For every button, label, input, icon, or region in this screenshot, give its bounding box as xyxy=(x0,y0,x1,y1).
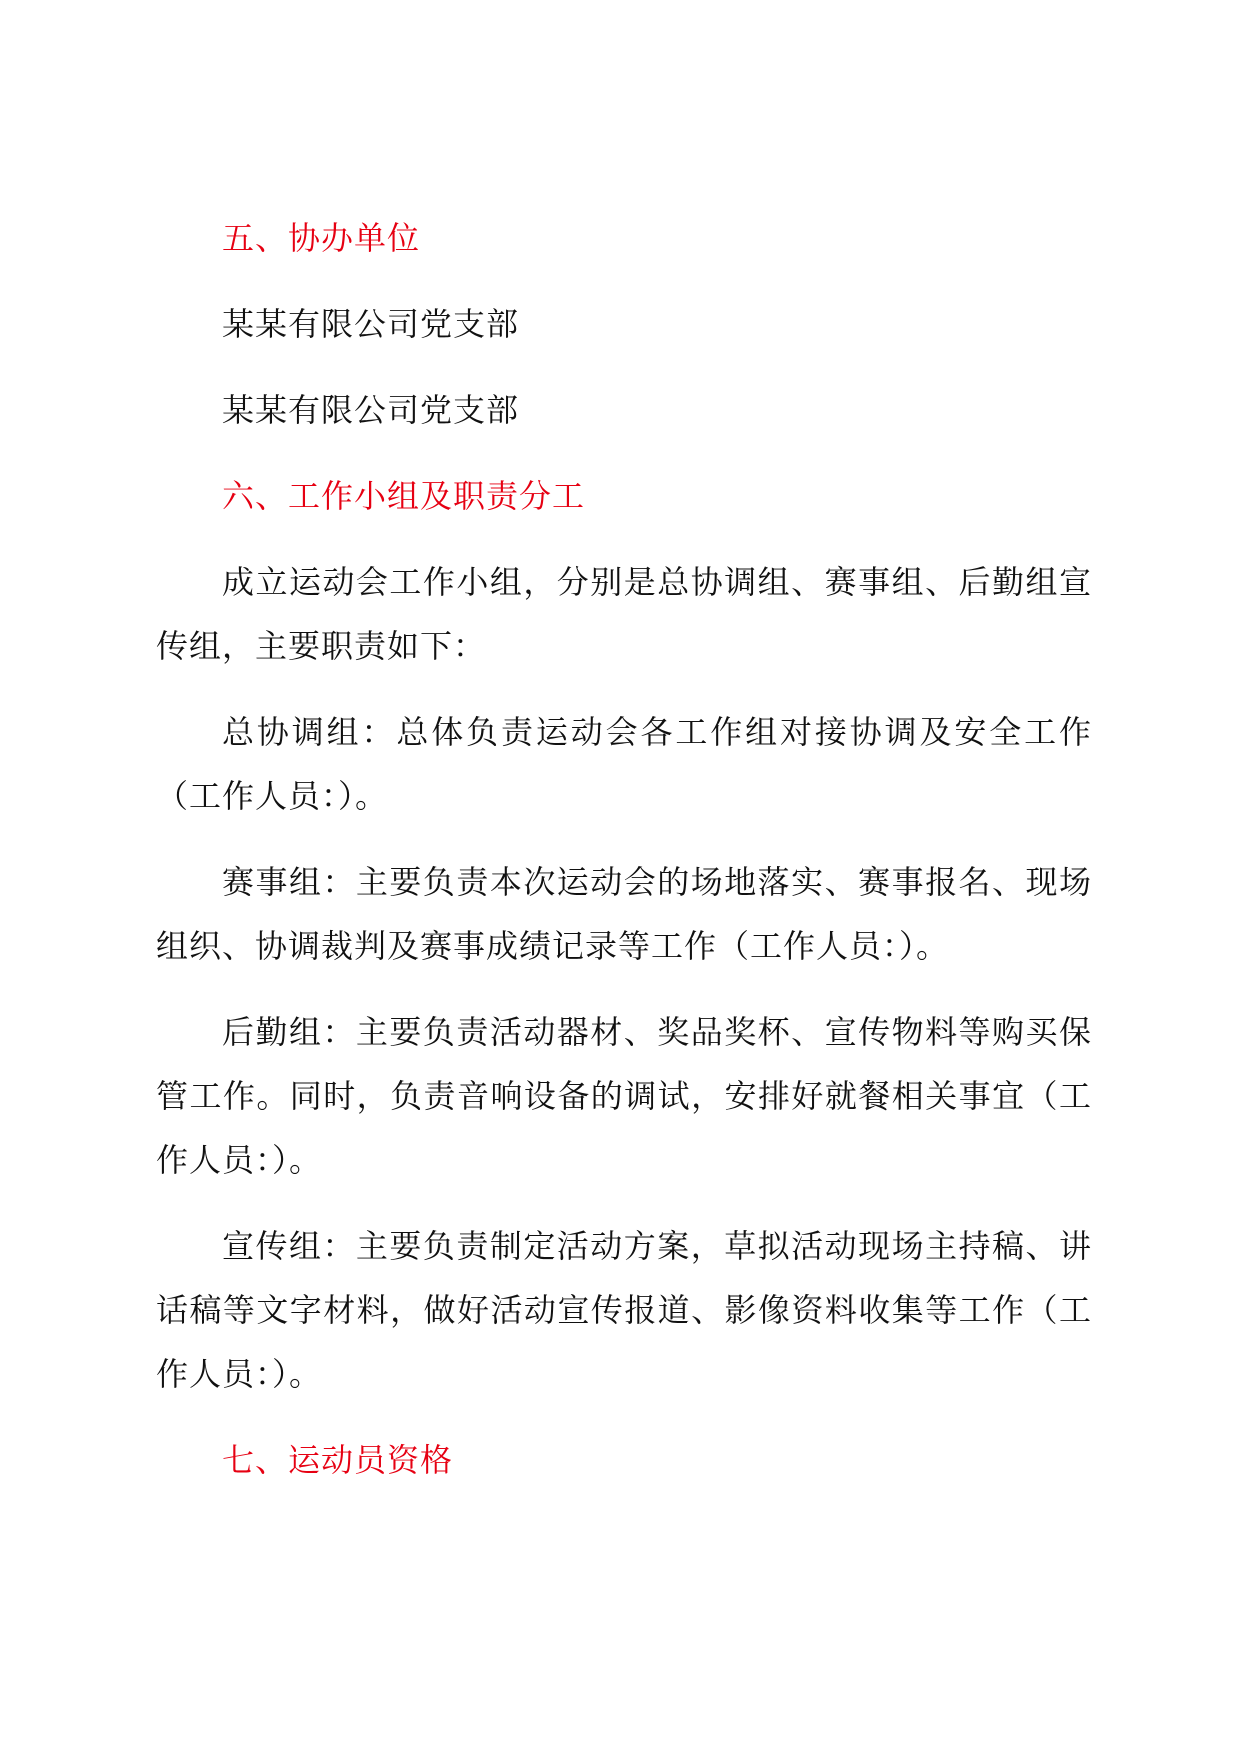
section-six-intro: 成立运动会工作小组，分别是总协调组、赛事组、后勤组宣传组，主要职责如下： xyxy=(156,563,1092,665)
group-events: 赛事组：主要负责本次运动会的场地落实、赛事报名、现场组织、协调裁判及赛事成绩记录等工作（工作人员：）。 xyxy=(156,863,1092,965)
group-publicity: 宣传组：主要负责制定活动方案，草拟活动现场主持稿、讲话稿等文字材料，做好活动宣传报道、影像资料收集等工作（工作人员：）。 xyxy=(156,1227,1092,1393)
group-logistics: 后勤组：主要负责活动器材、奖品奖杯、宣传物料等购买保管工作。同时，负责音响设备的调试，安排好就餐相关事宜（工作人员：）。 xyxy=(156,1013,1092,1179)
co-organizer-item: 某某有限公司党支部 xyxy=(222,305,520,343)
section-five-heading: 五、协办单位 xyxy=(222,219,421,257)
section-seven-heading: 七、运动员资格 xyxy=(222,1441,454,1479)
co-organizer-item: 某某有限公司党支部 xyxy=(222,391,520,429)
document-body xyxy=(156,206,1092,1514)
section-six-heading: 六、工作小组及职责分工 xyxy=(222,477,586,515)
group-coordination: 总协调组：总体负责运动会各工作组对接协调及安全工作（工作人员：）。 xyxy=(156,713,1092,815)
